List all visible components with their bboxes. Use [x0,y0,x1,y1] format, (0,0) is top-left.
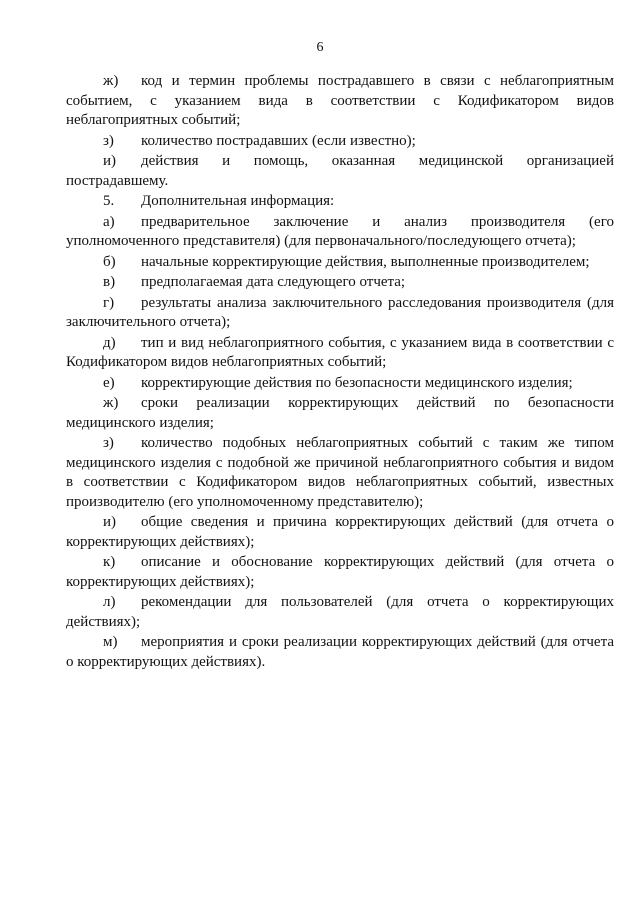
item-text: мероприятия и сроки реализации корректирующих действий (для отчета о корректирующих действиях). [66,634,614,670]
list-item [66,553,614,592]
list-item [66,132,614,152]
section-heading [66,192,614,212]
item-marker: в) [103,274,116,290]
list-item [66,434,614,512]
item-text: Дополнительная информация: [141,193,335,209]
item-marker: и) [103,514,117,530]
item-text: количество подобных неблагоприятных событий с таким же типом медицинского изделия с подобной же причиной неблагоприятного события и видом в соответствии с Кодификатором видов неблагоприятных событий, известных производителю (его уполномоченному представителю); [66,435,614,510]
item-marker: б) [103,253,116,270]
item-text: сроки реализации корректирующих действий по безопасности медицинского изделия; [66,395,614,431]
item-text: начальные корректирующие действия, выполненные производителем; [141,253,590,270]
list-item [66,72,614,131]
document-body [66,72,614,673]
item-text: общие сведения и причина корректирующих действий (для отчета о корректирующих действиях); [66,514,614,550]
item-marker: г) [103,294,115,311]
list-item [66,273,614,293]
item-text: предполагаемая дата следующего отчета; [141,274,406,290]
item-text: предварительное заключение и анализ производителя (его уполномоченного представителя) (для первоначального/последующего отчета); [66,213,614,249]
item-marker: л) [103,594,116,610]
item-marker: к) [103,554,116,570]
item-marker: з) [103,435,114,451]
item-text: тип и вид неблагоприятного события, с указанием вида в соответствии с Кодификатором видов неблагоприятных событий; [66,334,614,370]
item-marker: е) [103,374,115,391]
list-item [66,513,614,552]
item-marker: и) [103,153,117,169]
item-text: действия и помощь, оказанная медицинской организацией пострадавшему. [66,153,614,189]
item-marker: 5. [103,193,115,209]
item-text: рекомендации для пользователей (для отчета о корректирующих действиях); [66,594,614,630]
item-text: код и термин проблемы пострадавшего в связи с неблагоприятным событием, с указанием вида в соответствии с Кодификатором видов неблагоприятных событий; [66,73,614,128]
list-item [66,374,614,394]
list-item [66,253,614,273]
item-text: описание и обоснование корректирующих действий (для отчета о корректирующих действиях); [66,554,614,590]
list-item [66,633,614,672]
item-marker: ж) [103,395,119,411]
item-text: корректирующие действия по безопасности медицинского изделия; [141,374,573,391]
list-item [66,152,614,191]
list-item [66,593,614,632]
list-item [66,334,614,373]
item-marker: з) [103,132,114,149]
item-marker: м) [103,634,118,650]
item-marker: ж) [103,73,119,89]
item-marker: а) [103,213,115,230]
page-number: 6 [316,40,324,55]
list-item [66,213,614,252]
list-item [66,294,614,333]
item-text: количество пострадавших (если известно); [141,132,416,149]
list-item [66,394,614,433]
item-text: результаты анализа заключительного расследования производителя (для заключительного отчета); [66,294,614,330]
item-marker: д) [103,334,116,351]
